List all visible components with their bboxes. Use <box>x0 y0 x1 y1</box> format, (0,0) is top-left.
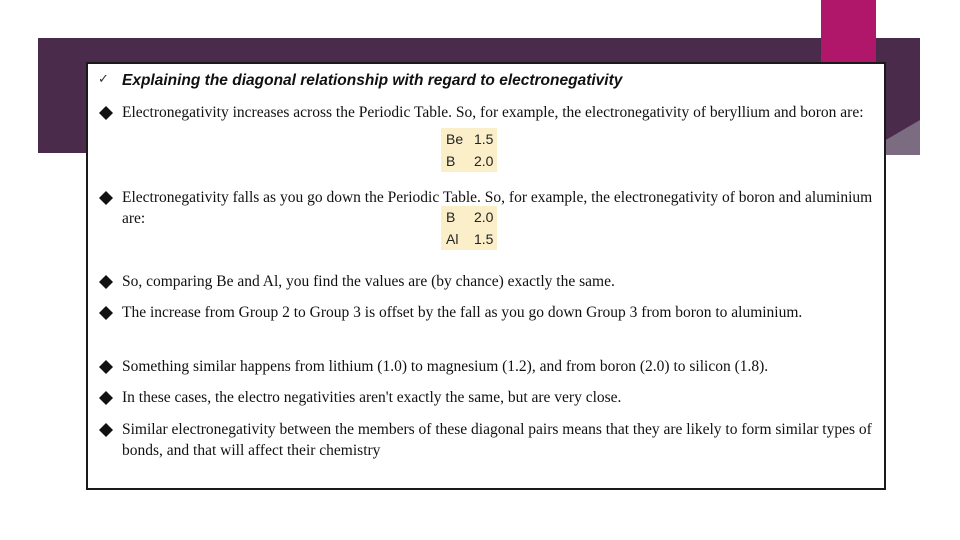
checkmark-icon: ✓ <box>98 72 109 87</box>
element-symbol: Al <box>446 231 459 247</box>
element-value: 1.5 <box>474 231 494 247</box>
electronegativity-table-be-b <box>441 128 497 172</box>
diamond-bullet-icon <box>98 390 114 406</box>
diamond-bullet-icon <box>98 305 114 321</box>
element-symbol: B <box>446 209 456 225</box>
bullet-text: The increase from Group 2 to Group 3 is offset by the fall as you go down Group 3 from boron to aluminium. <box>122 304 803 321</box>
table-row <box>441 228 497 250</box>
bullet-text: In these cases, the electro negativities aren't exactly the same, but are very close. <box>122 389 622 406</box>
bullet-text: So, comparing Be and Al, you find the values are (by chance) exactly the same. <box>122 273 615 290</box>
table-row <box>441 150 497 172</box>
bullet-text: Something similar happens from lithium (1.0) to magnesium (1.2), and from boron (2.0) to silicon (1.8). <box>122 358 769 375</box>
table-row <box>441 206 497 228</box>
table-row <box>441 128 497 150</box>
electronegativity-table-b-al <box>441 206 497 250</box>
element-symbol: B <box>446 153 456 169</box>
bullet-text: Electronegativity falls as you go down the Periodic Table. So, for example, the electronegativity of boron and aluminium are: <box>122 189 873 227</box>
element-symbol: Be <box>446 131 464 147</box>
element-value: 2.0 <box>474 209 494 225</box>
diamond-bullet-icon <box>98 190 114 206</box>
diamond-bullet-icon <box>98 359 114 375</box>
slide-heading: Explaining the diagonal relationship with regard to electronegativity <box>122 72 623 89</box>
element-value: 1.5 <box>474 131 494 147</box>
diamond-bullet-icon <box>98 274 114 290</box>
element-value: 2.0 <box>474 153 494 169</box>
content-panel <box>86 62 886 490</box>
diamond-bullet-icon <box>98 105 114 121</box>
diamond-bullet-icon <box>98 422 114 438</box>
bullet-text: Electronegativity increases across the Periodic Table. So, for example, the electronegativity of beryllium and boron are: <box>122 104 864 121</box>
bullet-text: Similar electronegativity between the members of these diagonal pairs means that they are likely to form similar types of bonds, and that will affect their chemistry <box>122 421 872 459</box>
